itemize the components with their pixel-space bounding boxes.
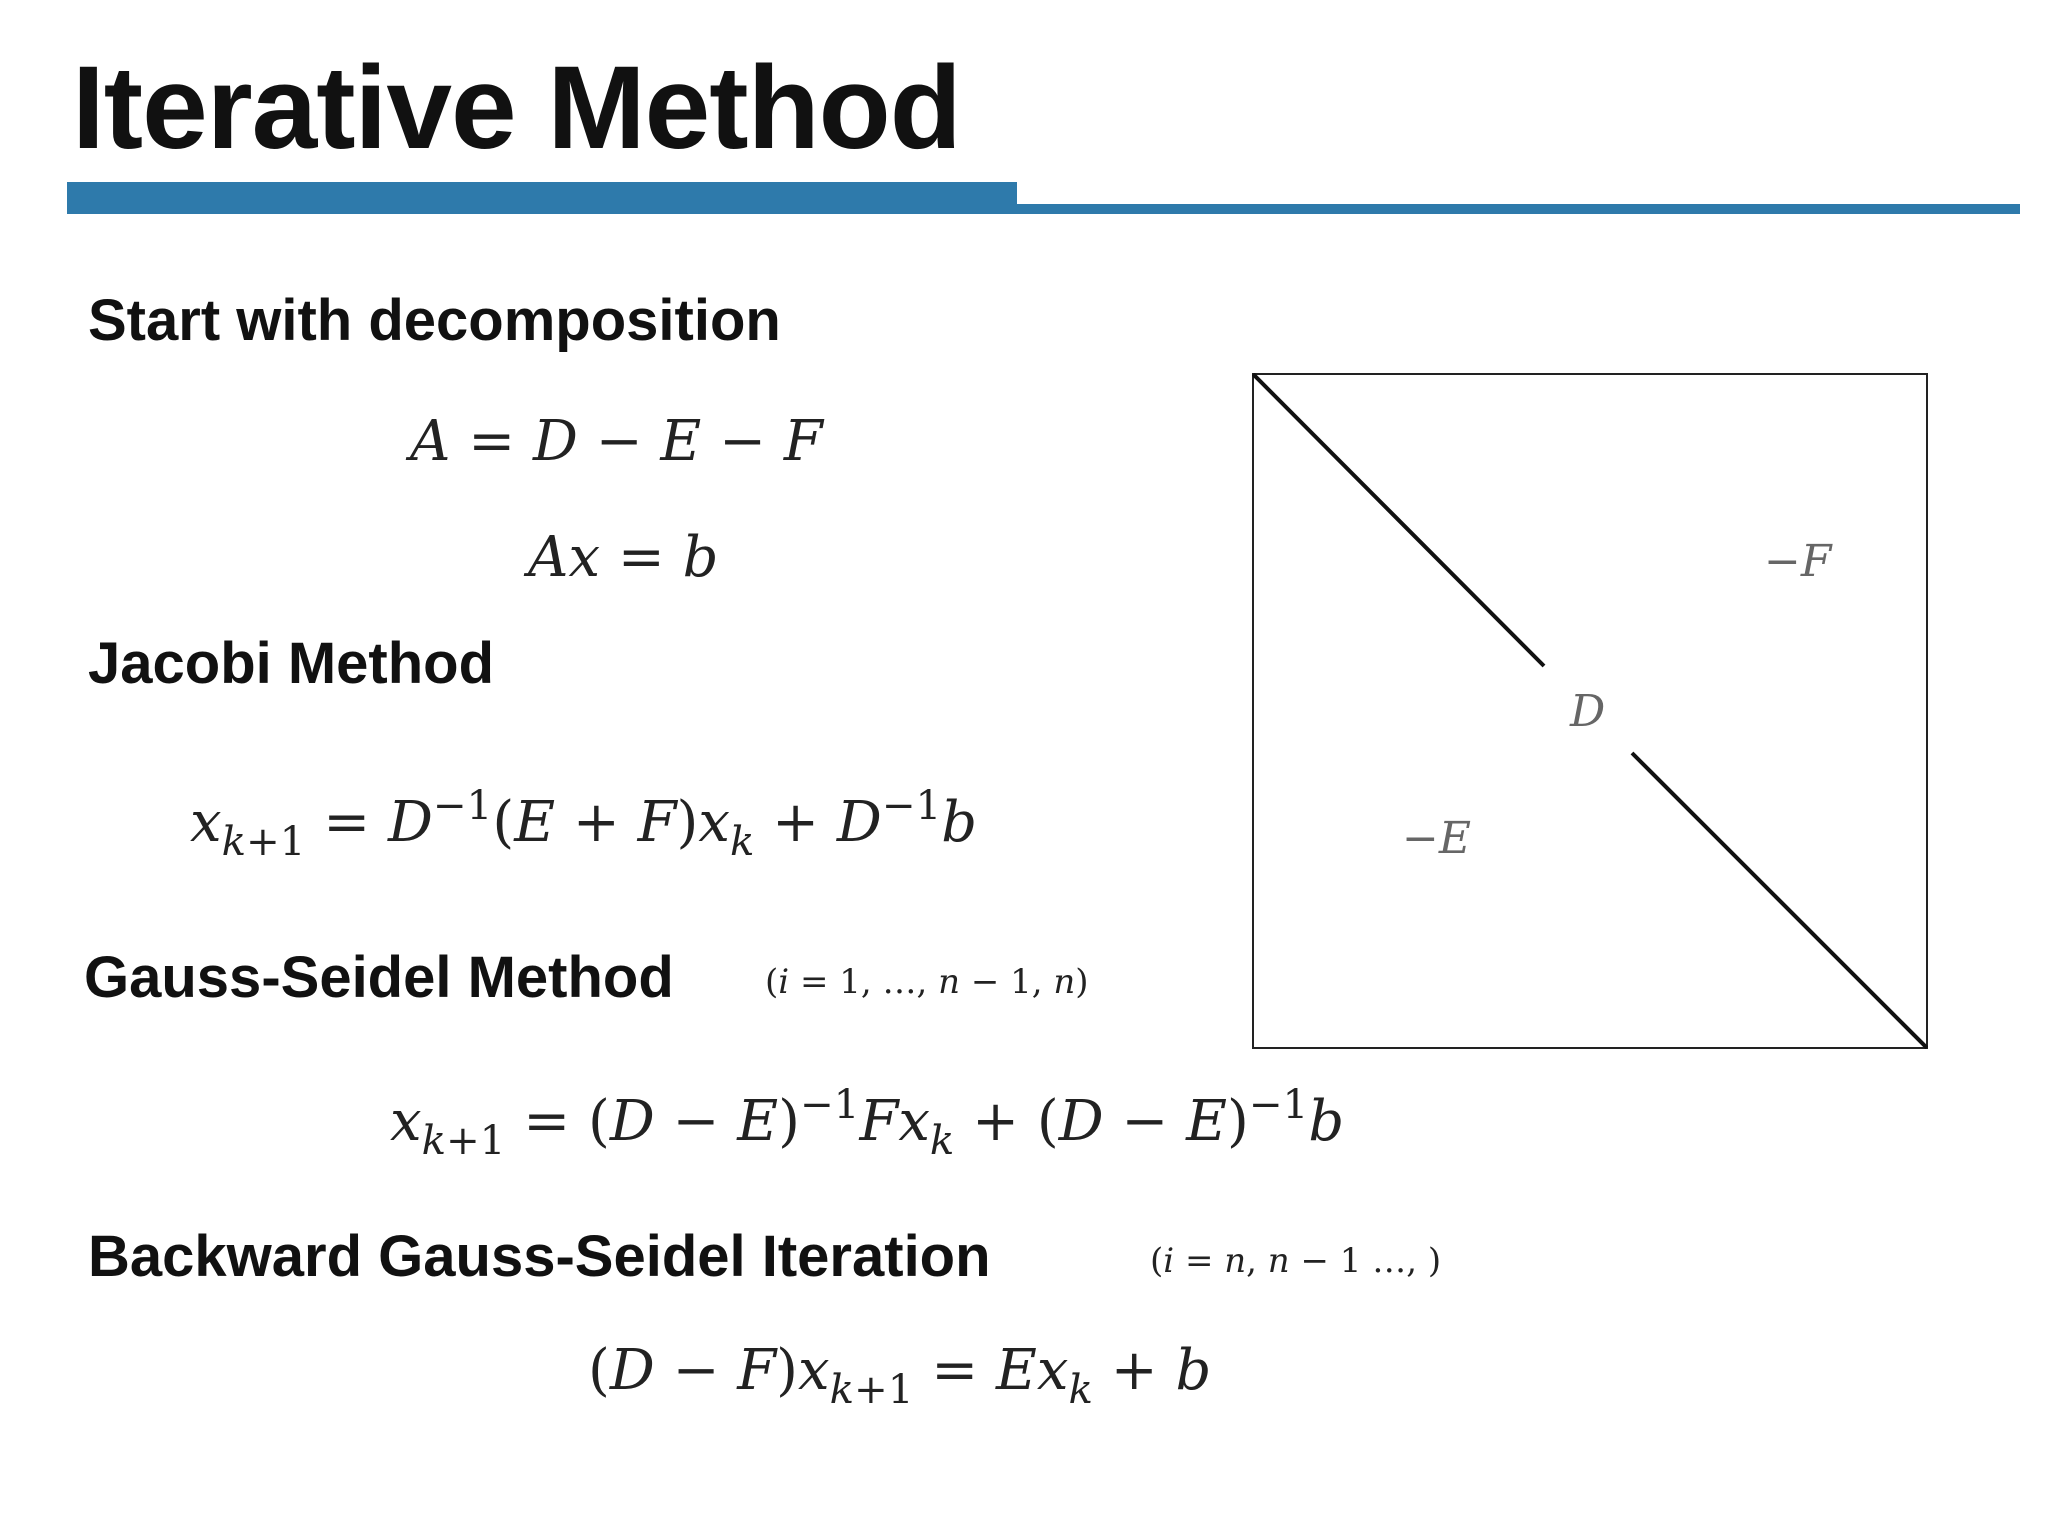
diagonal-label: D [1570, 686, 1606, 737]
equation-gauss-seidel: $x_{k+1} = (D - E)^{-1}Fx_k + (D - E)^{-1}b$ [390, 1080, 1345, 1165]
heading-jacobi: Jacobi Method [88, 631, 495, 696]
equation-backward-gauss-seidel: $(D - F)x_{k+1} = Ex_k + b$ [588, 1338, 1212, 1414]
heading-gauss-seidel: Gauss-Seidel Method [84, 945, 674, 1010]
backward-order-note: (i = n, n − 1 …, ) [1150, 1241, 1442, 1281]
equation-decomposition: A = D − E − F [410, 409, 823, 474]
title-underline-thin [1017, 204, 2020, 214]
heading-backward-gauss-seidel: Backward Gauss-Seidel Iteration [88, 1224, 991, 1289]
diagonal-line-lower [1632, 753, 1927, 1048]
matrix-decomposition-diagram [1252, 373, 1928, 1049]
equation-system: Ax = b [528, 525, 719, 590]
equation-jacobi: $x_{k+1} = D^{-1}(E + F)x_k + D^{-1}b$ [190, 781, 978, 866]
diagonal-line-upper [1253, 374, 1544, 666]
heading-decomposition: Start with decomposition [88, 288, 781, 353]
slide-title: Iterative Method [72, 42, 961, 174]
gauss-seidel-order-note: (i = 1, …, n − 1, n) [765, 962, 1089, 1002]
upper-triangle-label: −F [1764, 536, 1832, 587]
lower-triangle-label: −E [1402, 813, 1471, 864]
title-underline-thick [67, 182, 1017, 214]
